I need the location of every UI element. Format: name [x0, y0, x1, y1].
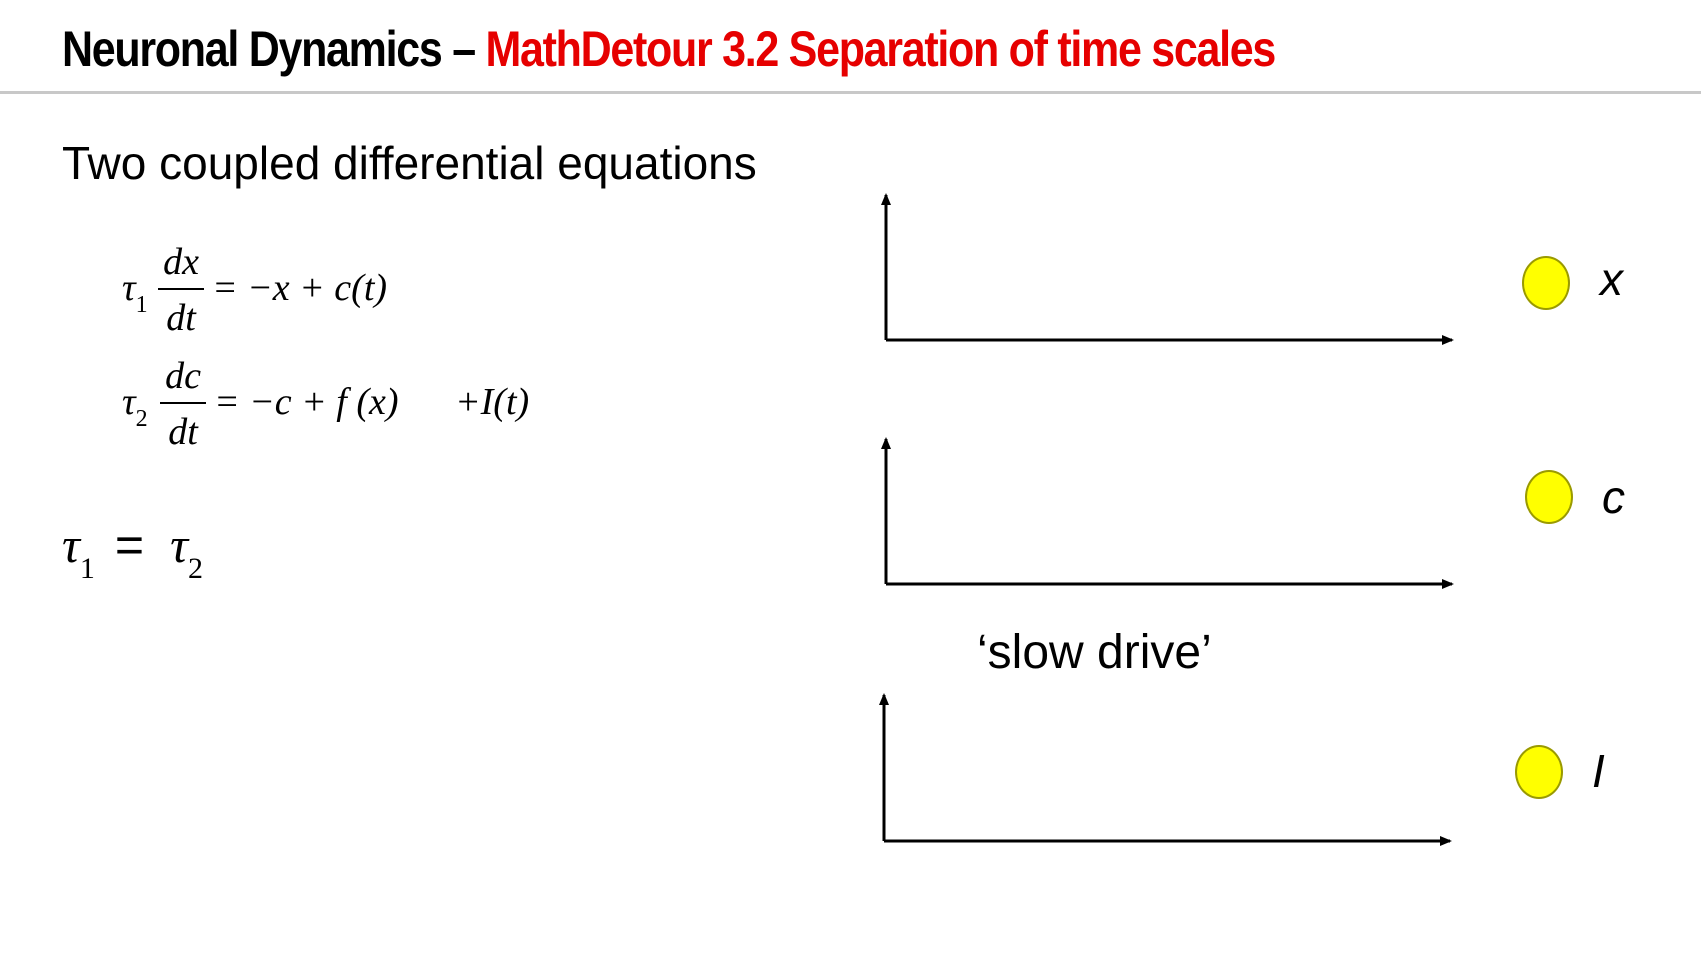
eq2-tau: $\tau_2$ — [122, 381, 148, 432]
eq1-rhs: = −x + c(t) — [212, 267, 388, 309]
eq2-numerator: dc — [165, 355, 201, 397]
x-indicator-dot — [1522, 256, 1570, 310]
title-prefix: Neuronal Dynamics – — [62, 21, 486, 77]
c-indicator-dot — [1525, 470, 1573, 524]
subtitle: Two coupled differential equations — [62, 137, 757, 189]
eq2-input-term: +I(t) — [455, 381, 530, 423]
axes-c — [886, 439, 1452, 584]
I-indicator-dot — [1515, 745, 1563, 799]
I-label: I — [1592, 745, 1605, 797]
c-label: c — [1602, 471, 1625, 523]
time-constant-condition: $\tau_1 = \tau_2$ — [62, 517, 204, 585]
axes-x — [886, 195, 1452, 340]
eq1-denominator: dt — [166, 297, 196, 339]
eq2-rhs: = −c + f (x) — [214, 381, 399, 423]
eq2-denominator: dt — [168, 411, 198, 453]
axes-I — [884, 695, 1450, 841]
x-label: x — [1600, 253, 1623, 305]
eq1-tau: $\tau_1$ — [122, 267, 148, 318]
eq1-numerator: dx — [163, 241, 199, 283]
title-highlight: MathDetour 3.2 Separation of time scales — [485, 21, 1276, 77]
slow-drive-label: ‘slow drive’ — [977, 626, 1212, 679]
